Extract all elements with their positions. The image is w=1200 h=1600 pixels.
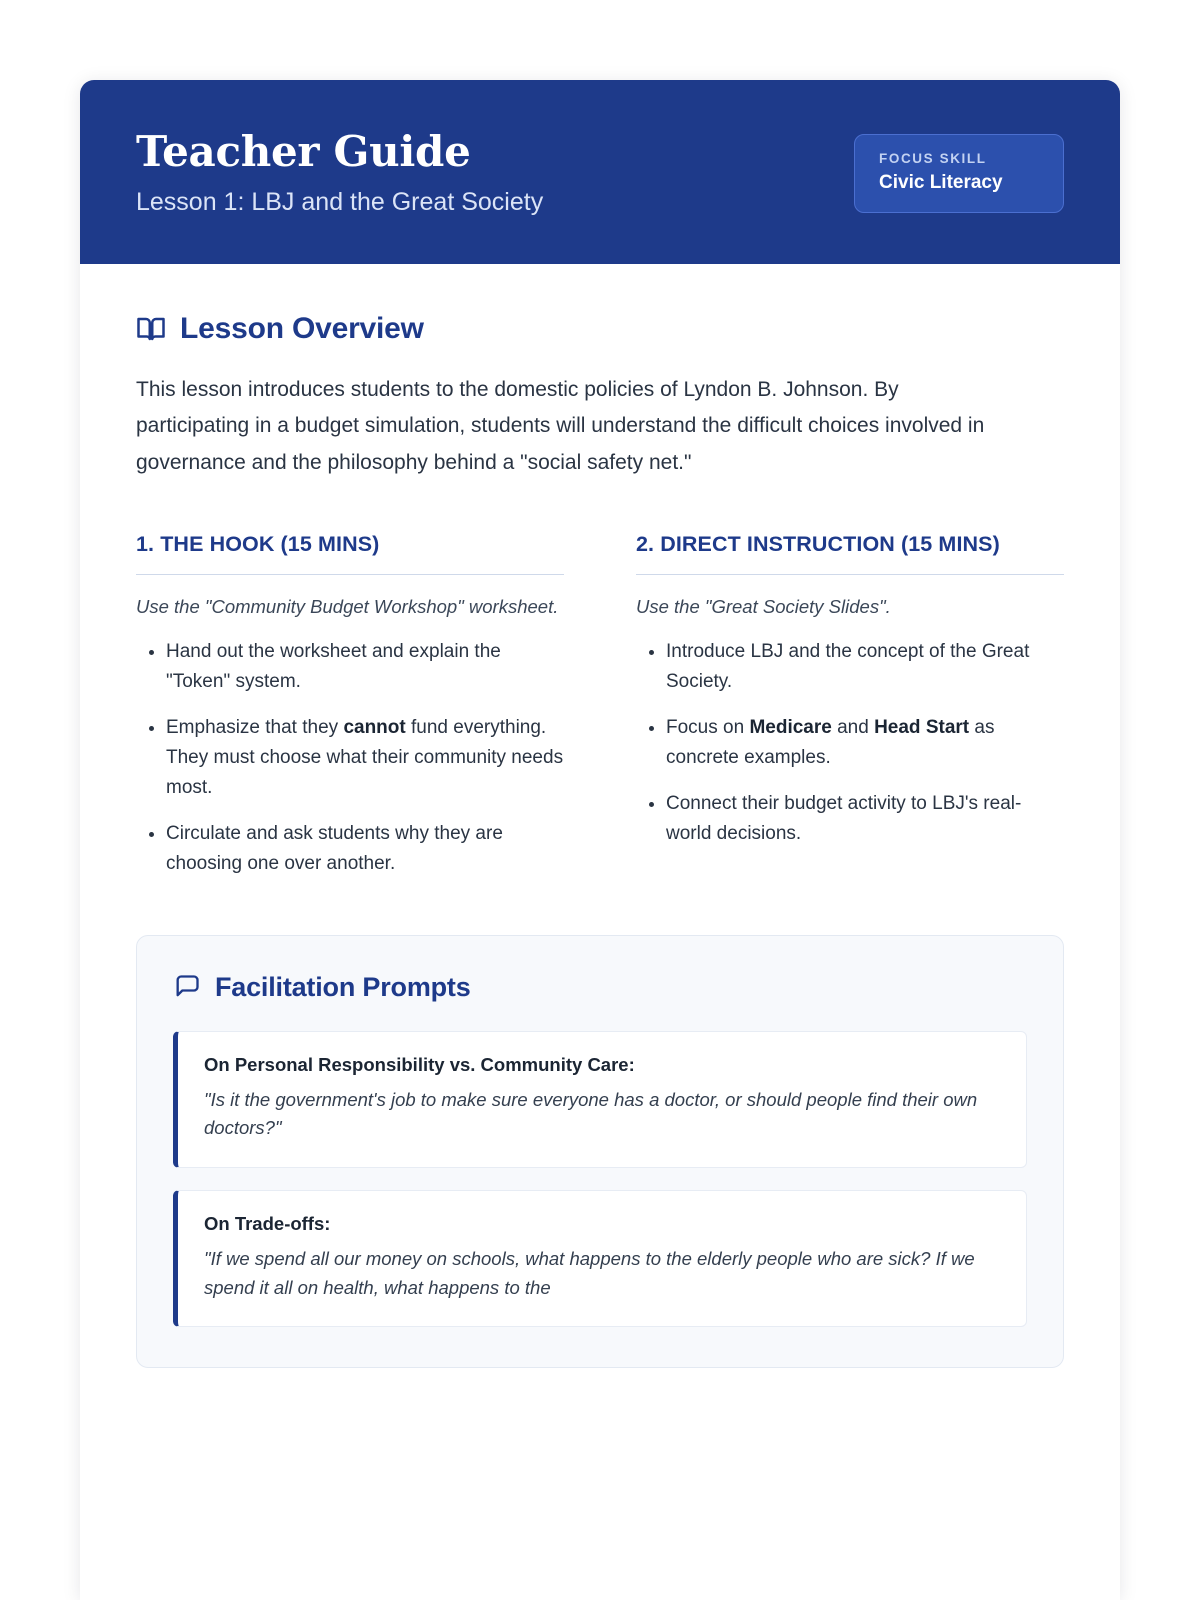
focus-skill-value: Civic Literacy	[879, 172, 1003, 193]
facilitation-prompts-heading	[173, 972, 1027, 1003]
lesson-step-list	[136, 637, 564, 879]
document-header	[80, 80, 1120, 264]
list-item: • Emphasize that they cannot fund everything. They must choose what their community needs most.	[166, 713, 564, 803]
lesson-step-note: Use the "Great Society Slides".	[636, 595, 891, 617]
prompt-card	[173, 1031, 1027, 1168]
list-item: • Focus on Medicare and Head Start as concrete examples.	[666, 713, 1064, 773]
teacher-guide-card	[80, 80, 1120, 1600]
lesson-overview-text: This lesson introduces students to the domestic policies of Lyndon B. Johnson. By participating in a budget simulation, students will understand the difficult choices involved in governance and the philosophy behind a "social safety net."	[136, 378, 985, 474]
lesson-steps	[136, 529, 1064, 879]
list-item: • Circulate and ask students why they are choosing one over another.	[166, 819, 564, 879]
prompt-quote: "If we spend all our money on schools, what happens to the elderly people who are sick? If we spend it all on health, what happens to the	[204, 1247, 975, 1298]
header-titles	[136, 128, 543, 218]
book-open-icon	[136, 314, 166, 344]
prompt-card	[173, 1190, 1027, 1327]
prompt-quote: "Is it the government's job to make sure everyone has a doctor, or should people find their own doctors?"	[204, 1088, 978, 1139]
prompt-title: On Personal Responsibility vs. Community Care:	[204, 1053, 635, 1075]
lesson-step-title: 1. THE HOOK (15 MINS)	[136, 529, 564, 575]
lesson-step-direct-instruction	[636, 529, 1064, 879]
lesson-subtitle: Lesson 1: LBJ and the Great Society	[136, 188, 544, 217]
focus-skill-label: FOCUS SKILL	[879, 151, 987, 166]
list-item: • Introduce LBJ and the concept of the Great Society.	[666, 637, 1064, 697]
document-body	[80, 264, 1120, 1424]
page-title: Teacher Guide	[136, 127, 471, 176]
facilitation-prompts-panel	[136, 935, 1064, 1369]
lesson-step-title: 2. DIRECT INSTRUCTION (15 MINS)	[636, 529, 1064, 575]
lesson-step-hook	[136, 529, 564, 879]
list-item: • Connect their budget activity to LBJ's real-world decisions.	[666, 789, 1064, 849]
lesson-step-note: Use the "Community Budget Workshop" worksheet.	[136, 595, 559, 617]
focus-skill-badge	[854, 134, 1064, 213]
lesson-overview-title: Lesson Overview	[180, 312, 424, 346]
list-item: • Hand out the worksheet and explain the "Token" system.	[166, 637, 564, 697]
prompt-title: On Trade-offs:	[204, 1212, 331, 1234]
chat-bubble-icon	[173, 973, 201, 1001]
facilitation-prompts-title: Facilitation Prompts	[215, 971, 471, 1002]
lesson-overview-heading	[136, 312, 1064, 346]
lesson-step-list	[636, 637, 1064, 849]
